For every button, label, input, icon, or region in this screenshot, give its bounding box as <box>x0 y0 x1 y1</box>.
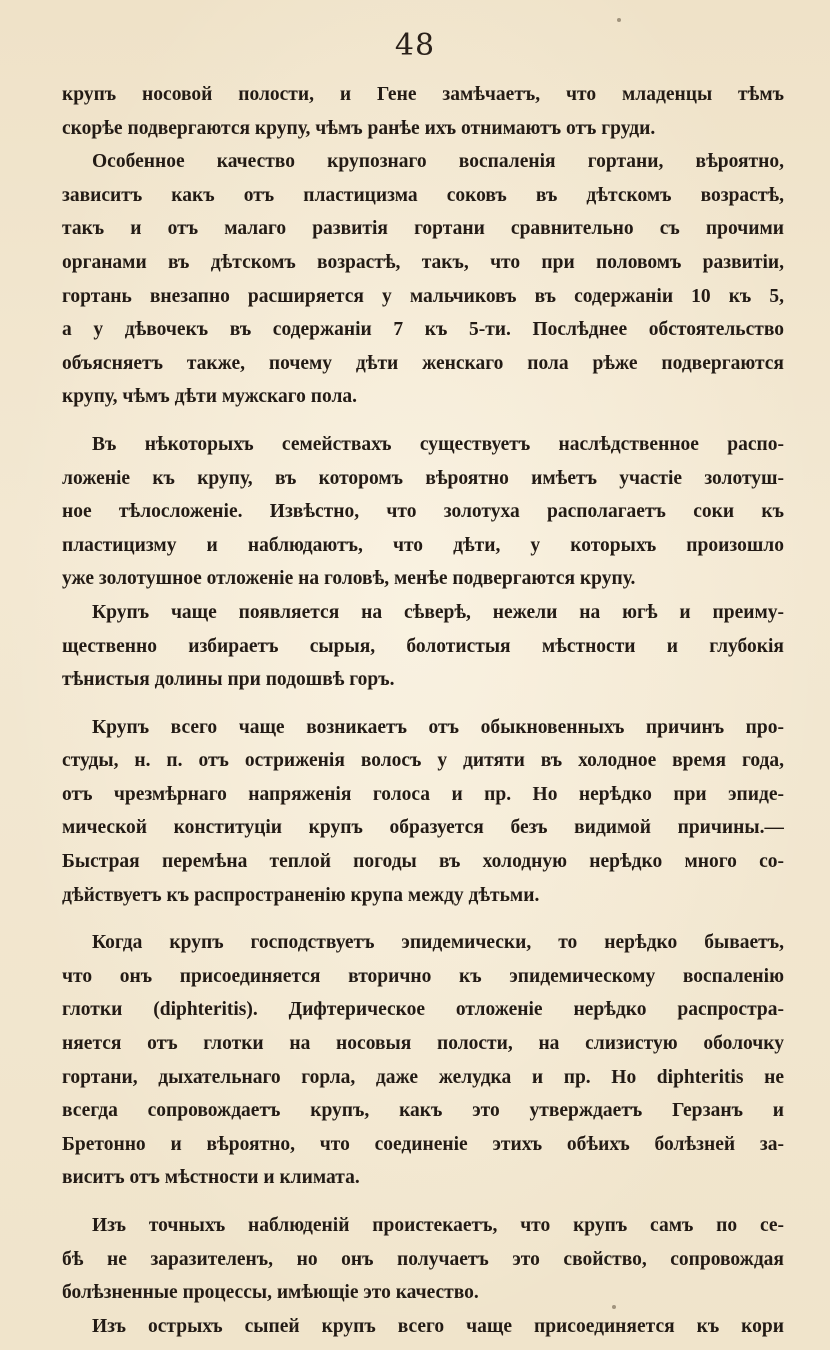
text-line: тѣнистыя долины при подошвѣ горъ. <box>62 669 395 691</box>
text-line: дѣйствуетъ къ распространенію крупа между дѣтьми. <box>62 884 540 906</box>
text-line: Когда крупъ господствуетъ эпидемически, то нерѣдко бываетъ, <box>92 932 784 954</box>
paragraph <box>62 1310 784 1344</box>
text-line: Бретонно и вѣроятно, что соединеніе этихъ обѣихъ болѣзней за- <box>62 1133 784 1155</box>
text-line: скорѣе подвергаются крупу, чѣмъ ранѣе ихъ отнимаютъ отъ груди. <box>62 117 656 139</box>
text-line: органами въ дѣтскомъ возрастѣ, такъ, что при половомъ развитіи, <box>62 251 784 273</box>
text-line: объясняетъ также, почему дѣти женскаго пола рѣже подвергаются <box>62 352 784 374</box>
text-line: ложеніе къ крупу, въ которомъ вѣроятно имѣетъ участіе золотуш- <box>62 467 784 489</box>
text-line: бѣ не заразителенъ, но онъ получаетъ это свойство, сопровождая <box>62 1248 784 1270</box>
text-line: зависитъ какъ отъ пластицизма соковъ въ дѣтскомъ возрастѣ, <box>62 184 784 206</box>
text-line: Особенное качество крупознаго воспаленія гортани, вѣроятно, <box>92 151 784 173</box>
page-number: 48 <box>394 28 436 63</box>
body-text <box>62 78 784 1343</box>
text-line: Изъ острыхъ сыпей крупъ всего чаще присоединяется къ кори <box>92 1315 784 1337</box>
text-line: гортани, дыхательнаго горла, даже желудка и пр. Но diphteritis не <box>62 1066 784 1088</box>
text-line: гортань внезапно расширяется у мальчиковъ въ содержаніи 10 къ 5, <box>62 285 784 307</box>
text-line: студы, н. п. отъ остриженія волосъ у дитяти въ холодное время года, <box>62 750 784 772</box>
paragraph <box>62 926 784 1195</box>
paragraph-gap <box>62 912 784 926</box>
text-line: всегда сопровождаетъ крупъ, какъ это утверждаетъ Герзанъ и <box>62 1100 784 1122</box>
paragraph-gap <box>62 414 784 428</box>
text-line: глотки (diphteritis). Дифтерическое отложеніе нерѣдко распростра- <box>62 999 784 1021</box>
text-line: а у дѣвочекъ въ содержаніи 7 къ 5-ти. Послѣднее обстоятельство <box>62 319 784 341</box>
paragraph-gap <box>62 1195 784 1209</box>
paragraph <box>62 428 784 596</box>
text-line: щественно избираетъ сырыя, болотистыя мѣстности и глубокія <box>62 635 784 657</box>
text-line: Крупъ всего чаще возникаетъ отъ обыкновенныхъ причинъ про- <box>92 716 784 738</box>
paragraph <box>62 711 784 913</box>
text-line: няется отъ глотки на носовыя полости, на слизистую оболочку <box>62 1033 784 1055</box>
text-line: болѣзненные процессы, имѣющіе это качество. <box>62 1282 479 1304</box>
text-line: Въ нѣкоторыхъ семействахъ существуетъ наслѣдственное распо- <box>92 433 784 455</box>
text-line: крупу, чѣмъ дѣти мужскаго пола. <box>62 386 358 408</box>
paragraph <box>62 78 784 145</box>
text-line: виситъ отъ мѣстности и климата. <box>62 1167 360 1189</box>
text-line: ное тѣлосложеніе. Извѣстно, что золотуха располагаетъ соки къ <box>62 501 784 523</box>
text-line: такъ и отъ малаго развитія гортани сравнительно съ прочими <box>62 218 784 240</box>
text-line: отъ чрезмѣрнаго напряженія голоса и пр. Но нерѣдко при эпиде- <box>62 783 784 805</box>
text-line: пластицизму и наблюдаютъ, что дѣти, у которыхъ произошло <box>62 534 784 556</box>
text-line: мической конституціи крупъ образуется безъ видимой причины.— <box>62 817 784 839</box>
paper-speck <box>617 18 621 22</box>
paper-speck <box>612 1305 616 1309</box>
text-line: Изъ точныхъ наблюденій проистекаетъ, что крупъ самъ по се- <box>92 1215 784 1236</box>
paragraph-gap <box>62 697 784 711</box>
text-line: что онъ присоединяется вторично къ эпидемическому воспаленію <box>62 965 784 987</box>
text-line: уже золотушное отложеніе на головѣ, менѣе подвергаются крупу. <box>62 568 636 590</box>
text-line: Быстрая перемѣна теплой погоды въ холодную нерѣдко много со- <box>62 851 784 873</box>
paragraph <box>62 145 784 414</box>
paragraph <box>62 596 784 697</box>
text-line: Крупъ чаще появляется на сѣверѣ, нежели на югѣ и преиму- <box>92 601 784 623</box>
text-line: крупъ носовой полости, и Гене замѣчаетъ, что младенцы тѣмъ <box>62 84 784 105</box>
paragraph <box>62 1209 784 1310</box>
